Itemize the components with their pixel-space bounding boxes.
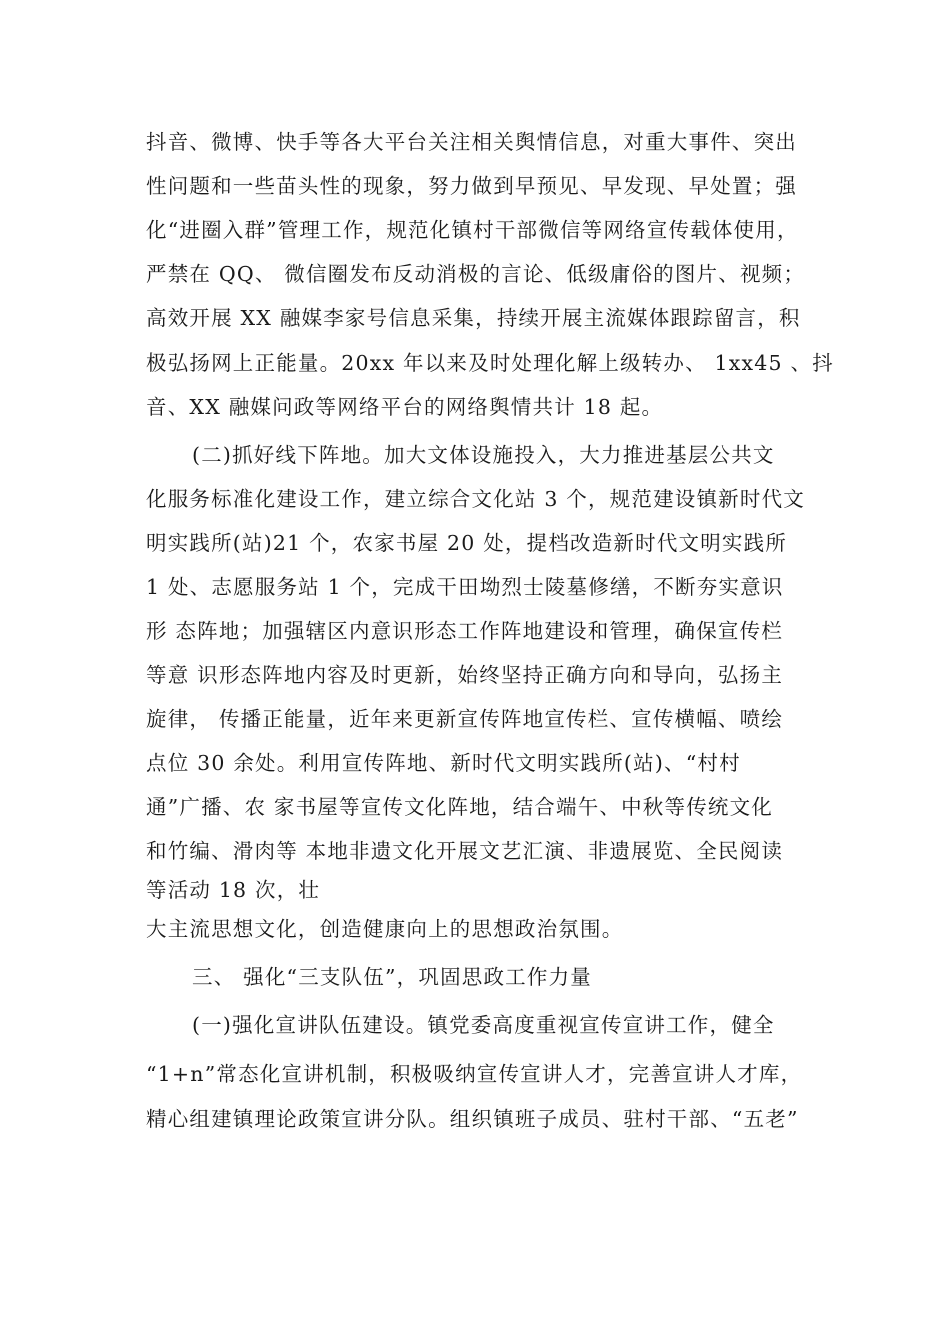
- text-line: 形 态阵地；加强辖区内意识形态工作阵地建设和管理，确保宣传栏: [146, 619, 784, 643]
- text-line: 极弘扬网上正能量。20xx 年以来及时处理化解上级转办、 1xx45 、抖: [146, 351, 834, 375]
- text-line: 音、XX 融媒问政等网络平台的网络舆情共计 18 起。: [146, 395, 664, 419]
- text-line: 等活动 18 次，壮: [146, 878, 321, 902]
- text-line: 点位 30 余处。利用宣传阵地、新时代文明实践所(站)、“村村: [146, 751, 741, 775]
- text-line: “1+n”常态化宣讲机制，积极吸纳宣传宣讲人才，完善宣讲人才库，: [146, 1062, 803, 1086]
- text-line: 性问题和一些苗头性的现象，努力做到早预见、早发现、早处置；强: [146, 174, 797, 198]
- text-line: 通”广播、农 家书屋等宣传文化阵地，结合端午、中秋等传统文化: [146, 795, 773, 819]
- text-line: 严禁在 QQ、 微信圈发布反动消极的言论、低级庸俗的图片、视频；: [146, 262, 806, 286]
- text-line: 化“进圈入群”管理工作，规范化镇村干部微信等网络宣传载体使用，: [146, 218, 799, 242]
- text-line: 大主流思想文化，创造健康向上的思想政治氛围。: [146, 917, 624, 941]
- text-line: 旋律， 传播正能量，近年来更新宣传阵地宣传栏、宣传横幅、喷绘: [146, 707, 784, 731]
- text-line: 抖音、微博、快手等各大平台关注相关舆情信息，对重大事件、突出: [146, 130, 797, 154]
- text-line: 等意 识形态阵地内容及时更新，始终坚持正确方向和导向，弘扬主: [146, 663, 784, 687]
- text-line: 化服务标准化建设工作，建立综合文化站 3 个，规范建设镇新时代文: [146, 487, 805, 511]
- text-line: 高效开展 XX 融媒李家号信息采集，持续开展主流媒体跟踪留言，积: [146, 306, 801, 330]
- paragraph-heading-line: (二)抓好线下阵地。加大文体设施投入，大力推进基层公共文: [192, 443, 775, 467]
- text-line: 和竹编、滑肉等 本地非遗文化开展文艺汇演、非遗展览、全民阅读: [146, 839, 784, 863]
- section-heading: 三、 强化“三支队伍”，巩固思政工作力量: [192, 965, 592, 989]
- paragraph-heading-line: (一)强化宣讲队伍建设。镇党委高度重视宣传宣讲工作，健全: [192, 1013, 775, 1037]
- text-line: 明实践所(站)21 个，农家书屋 20 处，提档改造新时代文明实践所: [146, 531, 788, 555]
- text-line: 1 处、志愿服务站 1 个，完成干田坳烈士陵墓修缮，不断夯实意识: [146, 575, 784, 599]
- text-line: 精心组建镇理论政策宣讲分队。组织镇班子成员、驻村干部、“五老”: [146, 1107, 799, 1131]
